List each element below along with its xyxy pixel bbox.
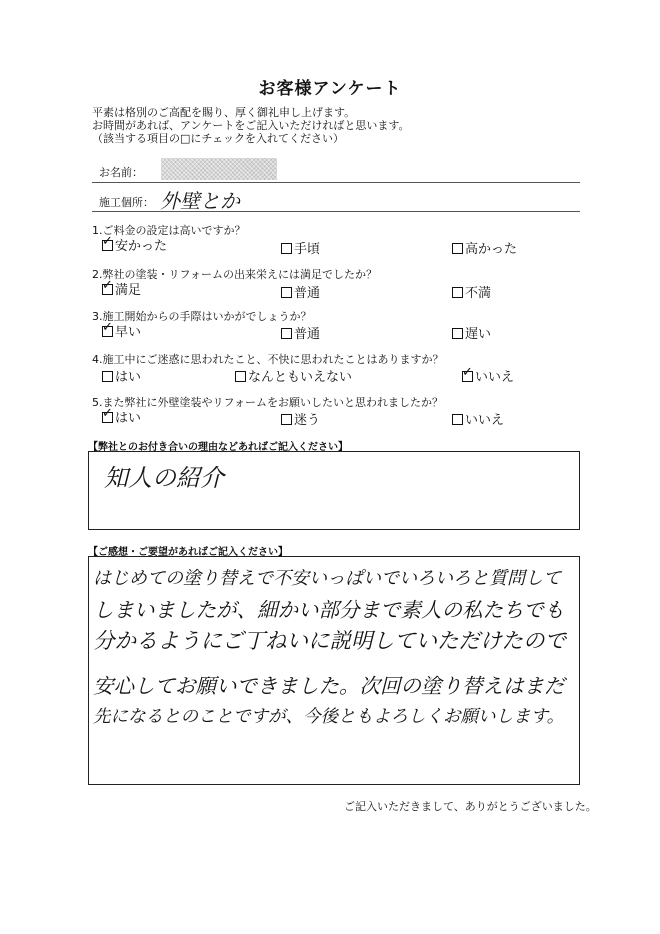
q1-option-2-label: 手頃 (294, 242, 321, 257)
q2-option-2-label: 普通 (294, 286, 321, 301)
q3-option-3[interactable] (452, 323, 491, 342)
q5-option-1-label: はい (115, 411, 142, 426)
check-mark: ✓ (102, 278, 113, 293)
comment-section-heading: 【ご感想・ご要望があればご記入ください】 (88, 547, 288, 558)
check-mark: ✓ (102, 234, 113, 249)
question-4: 4.施工中にご迷惑に思われたこと、不快に思われたことはありますか？ (92, 353, 444, 366)
question-2: 2.弊社の塗装・リフォームの出来栄えには満足でしたか？ (92, 268, 377, 281)
checkbox[interactable] (452, 414, 463, 425)
q2-option-3[interactable] (452, 282, 491, 301)
q4-option-1[interactable] (102, 366, 141, 385)
q2-option-1-label: 満足 (115, 283, 142, 298)
checkbox[interactable] (281, 287, 292, 298)
reason-handwritten-answer: 知人の紹介 (104, 464, 224, 492)
question-3: 3.施工開始からの手際はいかがでしょうか？ (92, 310, 312, 323)
q3-option-1-label: 早い (115, 325, 142, 340)
q4-option-2-label: なんともいえない (248, 370, 353, 385)
name-underline (92, 182, 580, 183)
comment-line-3: 分かるようにご丁ねいに説明していただけたので (93, 629, 567, 654)
question-5: 5.また弊社に外壁塗装やリフォームをお願いしたいと思われましたか？ (92, 396, 443, 409)
comment-line-2: しまいましたが、細かい部分まで素人の私たちでも (93, 598, 565, 622)
q1-option-1-label: 安かった (115, 239, 168, 254)
checkbox[interactable] (452, 243, 463, 254)
checkbox-checked[interactable] (102, 320, 113, 337)
checkbox-checked[interactable] (102, 234, 113, 251)
name-redacted-area (161, 158, 277, 180)
checkbox-checked[interactable] (462, 365, 473, 382)
q5-option-3-label: いいえ (465, 413, 505, 428)
checkbox-checked[interactable] (102, 406, 113, 423)
comment-line-5: 先になるとのことですが、今後ともよろしくお願いします。 (93, 707, 565, 727)
q4-option-3-label: いいえ (475, 370, 515, 385)
q3-option-2[interactable] (281, 323, 320, 342)
reason-section-heading: 【弊社とのお付き合いの理由などあればご記入ください】 (88, 442, 348, 453)
location-underline (92, 211, 580, 212)
name-label: お名前： (99, 166, 143, 179)
checkbox[interactable] (102, 371, 113, 382)
intro-line-2: お時間があれば、アンケートをご記入いただければと思います。 (92, 119, 410, 132)
checkbox[interactable] (235, 371, 246, 382)
survey-title: お客様アンケート (258, 79, 402, 99)
q1-option-2[interactable] (281, 238, 320, 257)
q3-option-2-label: 普通 (294, 327, 321, 342)
checkbox[interactable] (281, 328, 292, 339)
q2-option-2[interactable] (281, 282, 320, 301)
checkbox[interactable] (281, 243, 292, 254)
q3-option-1[interactable] (102, 321, 141, 340)
q1-option-3[interactable] (452, 238, 517, 257)
intro-line-3: （該当する項目の□にチェックを入れてください） (92, 132, 345, 145)
checkbox[interactable] (452, 287, 463, 298)
q2-option-1[interactable] (102, 279, 141, 298)
q4-option-3[interactable] (462, 366, 514, 385)
q5-option-1[interactable] (102, 407, 141, 426)
q1-option-3-label: 高かった (465, 242, 518, 257)
q2-option-3-label: 不満 (465, 286, 492, 301)
q5-option-2-label: 迷う (294, 413, 321, 428)
q4-option-1-label: はい (115, 370, 142, 385)
q1-option-1[interactable] (102, 235, 167, 254)
q5-option-2[interactable] (281, 409, 320, 428)
check-mark: ✓ (102, 320, 113, 335)
q5-option-3[interactable] (452, 409, 504, 428)
q3-option-3-label: 遅い (465, 327, 492, 342)
checkbox[interactable] (452, 328, 463, 339)
checkbox[interactable] (281, 414, 292, 425)
closing-message: ご記入いただきまして、ありがとうございました。 (344, 800, 597, 813)
q4-option-2[interactable] (235, 366, 352, 385)
location-handwritten-value: 外壁とか (160, 189, 240, 213)
intro-line-1: 平素は格別のご高配を賜り、厚く御礼申し上げます。 (92, 106, 356, 119)
check-mark: ✓ (462, 365, 473, 380)
location-label: 施工個所： (99, 196, 154, 209)
checkbox-checked[interactable] (102, 278, 113, 295)
question-1: 1.ご料金の設定は高いですか？ (92, 224, 246, 237)
check-mark: ✓ (102, 406, 113, 421)
comment-line-1: はじめての塗り替えで不安いっぱいでいろいろと質問して (93, 568, 561, 589)
comment-line-4: 安心してお願いできました。次回の塗り替えはまだ (93, 674, 565, 698)
